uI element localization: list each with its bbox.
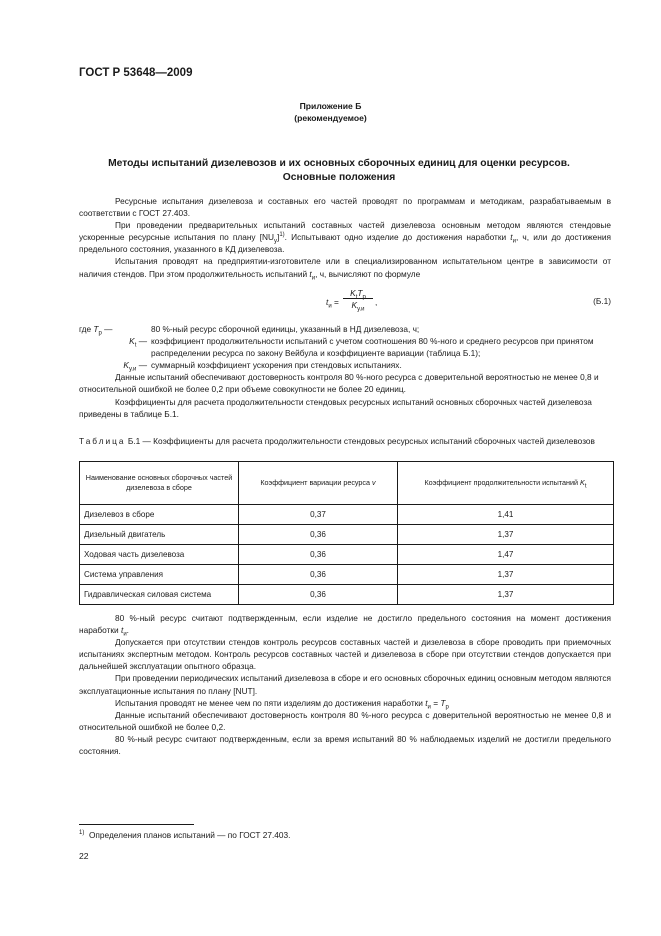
paragraph-5: Коэффициенты для расчета продолжительности стендовых ресурсных испытаний основных сборочных частей дизелевоза приведены в таблице Б.1. <box>79 396 592 419</box>
cell-k: 1,41 <box>398 505 614 525</box>
cell-name: Гидравлическая силовая система <box>80 585 239 605</box>
cell-name: Дизелевоз в сборе <box>80 505 239 525</box>
formula-b1 <box>79 286 611 320</box>
paragraph-8: При проведении периодических испытаний дизелевоза в сборе и его основных сборочных единиц основным методом являются эксплуатационные испытания по плану [NUT]. <box>79 673 611 696</box>
cell-k: 1,37 <box>398 525 614 545</box>
cell-v: 0,36 <box>239 545 398 565</box>
page-number: 22 <box>79 851 89 861</box>
paragraph-4: Данные испытаний обеспечивают достоверность контроля 80 %-ного ресурса с доверительной вероятностью не менее 0,8 и относительной ошибкой не более 0,2 при объеме совокупности не более 20 единиц. <box>79 372 599 395</box>
definition-row: $K_t$ — коэффициент продолжительности испытаний с учетом соотношения 80 %-ного и среднего ресурсов при принятом распределении ресурса по закону Вейбула и коэффициенте вариации (таблица Б.1); <box>129 336 594 359</box>
section-title <box>79 157 599 185</box>
footnote <box>79 830 290 840</box>
formula-numerator: $K_tT_р$ <box>343 288 373 299</box>
header-variation: Коэффициент вариации ресурса v <box>239 462 398 505</box>
table-row <box>80 585 614 605</box>
cell-k: 1,37 <box>398 585 614 605</box>
paragraph-1: Ресурсные испытания дизелевоза и составных его частей проводят по программам и методикам, разрабатываемым в соответствии с ГОСТ 27.403. <box>79 196 611 219</box>
cell-k: 1,47 <box>398 545 614 565</box>
cell-v: 0,36 <box>239 565 398 585</box>
paragraph-11: 80 %-ный ресурс считают подтвержденным, если за время испытаний 80 % наблюдаемых изделий не достигли предельного состояния. <box>79 733 611 757</box>
paragraph-9: Испытания проводят не менее чем по пяти изделиям до достижения наработки $t_и = T_р$ <box>115 697 449 711</box>
definition-row: где $T_р$ — 80 %-ный ресурс сборочной единицы, указанный в НД дизелевоза, ч; <box>79 324 420 337</box>
paragraph-6: 80 %-ный ресурс считают подтвержденным, если изделие не достигло предельного состояния на момент достижения наработки $t_и$. <box>79 613 611 638</box>
intro-text <box>79 195 611 280</box>
definitions-list <box>79 323 611 420</box>
paragraph-3: Испытания проводят на предприятии-изготовителе или в специализированном испытательном центре в зависимости от наличия стендов. При этом продолжительность испытаний $t_и$, ч, вычисляют по формуле <box>79 256 611 282</box>
paragraph-7: Допускается при отсутствии стендов контроль ресурсов составных частей и дизелевоза в сборе проводить при приемочных испытаниях экспертным методом. Контроль ресурсов составных частей и дизелевоза в сборе при отсутствии стендов допускается при дальнейшей эксплуатации опытного образца. <box>79 637 611 672</box>
table-header-row <box>80 462 614 505</box>
appendix-label: Приложение Б <box>299 101 362 111</box>
cell-k: 1,37 <box>398 565 614 585</box>
paragraph-2: При проведении предварительных испытаний составных частей дизелевоза основным методом являются стендовые ускоренные ресурсные испытания по плану $[NU_у]^{1)}$. Испытывают одно изделие до достижения наработки $t_и$, ч, или до достижения предельного состояния, указанного в КД дизелевоза. <box>79 220 611 255</box>
table-row <box>80 505 614 525</box>
cell-name: Система управления <box>80 565 239 585</box>
formula-comma: , <box>375 297 378 307</box>
formula-fraction <box>343 288 373 313</box>
formula-lhs: $t_и$ = <box>326 297 339 310</box>
cell-name: Дизельный двигатель <box>80 525 239 545</box>
table-row <box>80 545 614 565</box>
cell-name: Ходовая часть дизелевоза <box>80 545 239 565</box>
footnote-ref: 1) <box>279 232 285 239</box>
header-duration: Коэффициент продолжительности испытаний $K_t$ <box>398 462 614 505</box>
cell-v: 0,36 <box>239 585 398 605</box>
title-line-2: Основные положения <box>282 172 396 183</box>
footnote-mark: 1) <box>79 830 85 837</box>
appendix-status: (рекомендуемое) <box>294 113 367 123</box>
formula-number: (Б.1) <box>593 296 611 306</box>
definition-row: $K_{у.и}$ — суммарный коэффициент ускорения при стендовых испытаниях. <box>123 360 402 373</box>
paragraph-10: Данные испытаний обеспечивают достоверность контроля 80 %-ного ресурса с доверительной вероятностью не менее 0,8 и относительной ошибкой не более 0,2. <box>79 709 611 732</box>
cell-v: 0,36 <box>239 525 398 545</box>
footnote-divider <box>79 824 194 825</box>
closing-text <box>79 612 611 757</box>
table-caption: Таблица Б.1 — Коэффициенты для расчета продолжительности стендовых ресурсных испытаний сборочных частей дизелевозов <box>79 436 595 446</box>
table-row <box>80 565 614 585</box>
title-line-1: Методы испытаний дизелевозов и их основных сборочных единиц для оценки ресурсов. <box>108 158 570 169</box>
cell-v: 0,37 <box>239 505 398 525</box>
coefficients-table <box>79 461 614 605</box>
appendix-heading <box>0 100 661 124</box>
header-part-name: Наименование основных сборочных частей дизелевоза в сборе <box>80 462 239 505</box>
table-row <box>80 525 614 545</box>
formula-denominator: $K_{у.и}$ <box>351 300 365 313</box>
footnote-text: Определения планов испытаний — по ГОСТ 27.403. <box>88 830 291 840</box>
document-code: ГОСТ Р 53648—2009 <box>79 67 193 79</box>
